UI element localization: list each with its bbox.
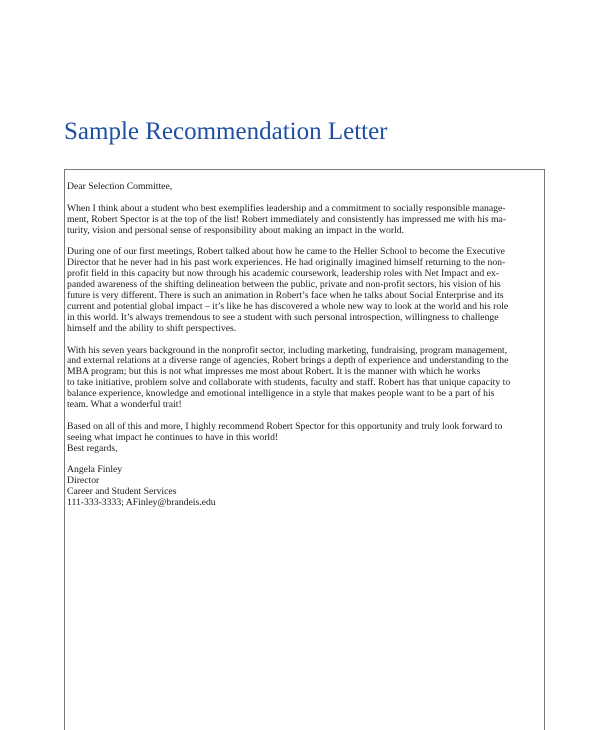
signature-block xyxy=(67,465,543,509)
paragraph-line: profit field in this capacity but now through his academic coursework, leadership roles with Net Impact and ex- xyxy=(67,268,500,280)
paragraph-line: himself and the ability to shift perspectives. xyxy=(67,322,237,334)
paragraph-line: MBA program; but this is not what impresses me most about Robert. It is the manner with which he works xyxy=(67,366,481,378)
paragraph-line: Director that he never had in his past work experiences. He had originally imagined himself returning to the non- xyxy=(67,257,506,269)
letter-body xyxy=(67,182,543,520)
closing-line: Best regards, xyxy=(67,442,118,454)
paragraph-line: seeing what impact he continues to have in this world! xyxy=(67,431,279,443)
paragraph-2 xyxy=(67,247,543,334)
paragraph-line: in this world. It’s always tremendous to see a student with such personal introspection, willingness to challenge xyxy=(67,311,499,323)
letter-title: Sample Recommendation Letter xyxy=(64,118,388,145)
paragraph-line: ment, Robert Spector is at the top of the list! Robert immediately and consistently has impressed me with his ma- xyxy=(67,213,507,225)
signature-title: Director xyxy=(67,475,100,487)
paragraph-line: future is very different. There is such an animation in Robert’s face when he talks about Social Enterprise and its xyxy=(67,290,504,302)
paragraph-line: Based on all of this and more, I highly recommend Robert Spector for this opportunity and truly look forward to xyxy=(67,420,503,432)
salutation xyxy=(67,182,543,193)
paragraph-line: current and potential global impact – it’s like he has discovered a whole new way to look at the world and his role xyxy=(67,300,509,312)
paragraph-line: balance experience, knowledge and emotional intelligence in a style that makes people want to be a part of his xyxy=(67,388,495,400)
signature-contact: 111-333-3333; AFinley@brandeis.edu xyxy=(67,497,216,509)
paragraph-line: When I think about a student who best exemplifies leadership and a commitment to socially responsible manage- xyxy=(67,202,506,214)
signature-department: Career and Student Services xyxy=(67,486,177,498)
paragraph-4 xyxy=(67,422,543,444)
paragraph-line: turity, vision and personal sense of responsibility about making an impact in the world. xyxy=(67,224,405,236)
closing xyxy=(67,444,543,455)
paragraph-line: to take initiative, problem solve and collaborate with students, faculty and staff. Robert has that unique capacity to xyxy=(67,377,511,389)
paragraph-line: With his seven years background in the nonprofit sector, including marketing, fundraising, program management, xyxy=(67,344,508,356)
paragraph-1 xyxy=(67,204,543,237)
salutation-line: Dear Selection Committee, xyxy=(67,181,173,192)
paragraph-line: panded awareness of the shifting delineation between the public, private and non-profit sectors, his vision of his xyxy=(67,279,501,291)
paragraph-line: and external relations at a diverse range of agencies, Robert brings a depth of experience and understanding to the xyxy=(67,355,509,367)
paragraph-3 xyxy=(67,346,543,411)
paragraph-line: During one of our first meetings, Robert talked about how he came to the Heller School to become the Executive xyxy=(67,246,505,258)
paragraph-line: team. What a wonderful trait! xyxy=(67,399,182,411)
signature-name: Angela Finley xyxy=(67,464,123,476)
